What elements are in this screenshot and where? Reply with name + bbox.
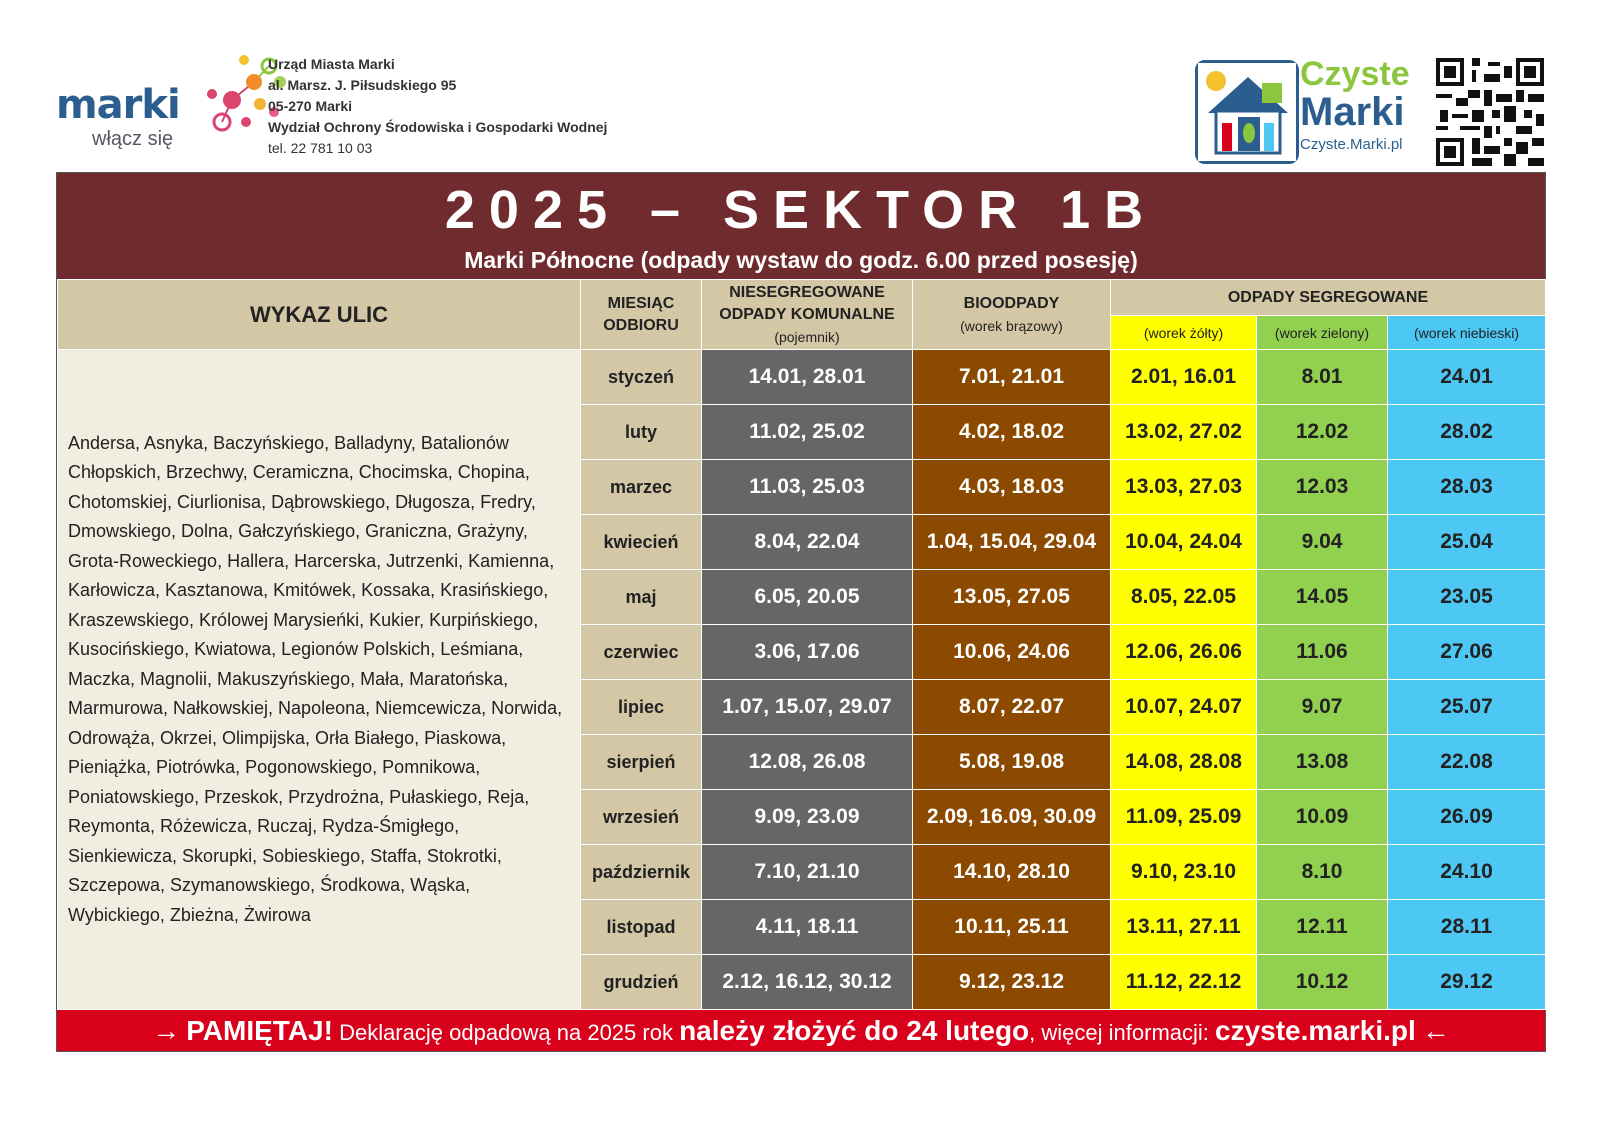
logo-tagline: włącz się xyxy=(92,128,174,150)
blue-cell: 25.07 xyxy=(1388,680,1546,735)
logo-word: marki xyxy=(56,82,180,128)
month-cell: marzec xyxy=(581,460,702,515)
yellow-cell: 10.04, 24.04 xyxy=(1111,515,1257,570)
mixed-cell: 1.07, 15.07, 29.07 xyxy=(702,680,913,735)
header-green-bag: (worek zielony) xyxy=(1257,316,1388,350)
header-month xyxy=(581,280,702,350)
bio-cell: 10.11, 25.11 xyxy=(913,900,1111,955)
yellow-cell: 13.11, 27.11 xyxy=(1111,900,1257,955)
reminder-deadline: należy złożyć do 24 lutego xyxy=(679,1015,1030,1046)
bio-cell: 4.03, 18.03 xyxy=(913,460,1111,515)
header-mixed xyxy=(702,280,913,350)
page-title: 2025 – SEKTOR 1B xyxy=(444,180,1158,240)
blue-cell: 23.05 xyxy=(1388,570,1546,625)
bio-cell: 8.07, 22.07 xyxy=(913,680,1111,735)
bio-cell: 1.04, 15.04, 29.04 xyxy=(913,515,1111,570)
blue-cell: 24.10 xyxy=(1388,845,1546,900)
mixed-cell: 7.10, 21.10 xyxy=(702,845,913,900)
address-line: Wydział Ochrony Środowiska i Gospodarki Wodnej xyxy=(268,119,608,135)
header-yellow-bag: (worek żółty) xyxy=(1111,316,1257,350)
bio-cell: 13.05, 27.05 xyxy=(913,570,1111,625)
mixed-cell: 2.12, 16.12, 30.12 xyxy=(702,955,913,1010)
yellow-cell: 9.10, 23.10 xyxy=(1111,845,1257,900)
mixed-cell: 11.02, 25.02 xyxy=(702,405,913,460)
month-cell: grudzień xyxy=(581,955,702,1010)
green-cell: 10.12 xyxy=(1257,955,1388,1010)
mixed-cell: 8.04, 22.04 xyxy=(702,515,913,570)
mixed-cell: 4.11, 18.11 xyxy=(702,900,913,955)
table-row xyxy=(58,350,1546,405)
mixed-cell: 3.06, 17.06 xyxy=(702,625,913,680)
header-segregated: ODPADY SEGREGOWANE xyxy=(1111,280,1546,316)
bio-cell: 7.01, 21.01 xyxy=(913,350,1111,405)
green-cell: 8.01 xyxy=(1257,350,1388,405)
blue-cell: 27.06 xyxy=(1388,625,1546,680)
address-phone: tel. 22 781 10 03 xyxy=(268,140,373,156)
bio-cell: 2.09, 16.09, 30.09 xyxy=(913,790,1111,845)
bio-cell: 14.10, 28.10 xyxy=(913,845,1111,900)
title-band xyxy=(57,173,1545,279)
blue-cell: 24.01 xyxy=(1388,350,1546,405)
mixed-cell: 14.01, 28.01 xyxy=(702,350,913,405)
address-line: al. Marsz. J. Piłsudskiego 95 xyxy=(268,77,457,93)
marki-logo xyxy=(52,52,252,152)
bio-cell: 9.12, 23.12 xyxy=(913,955,1111,1010)
month-cell: październik xyxy=(581,845,702,900)
mixed-cell: 9.09, 23.09 xyxy=(702,790,913,845)
address-line: 05-270 Marki xyxy=(268,98,353,114)
schedule-card xyxy=(56,172,1546,1052)
reminder-text: Deklarację odpadową na 2025 rok xyxy=(332,1020,680,1045)
blue-cell: 26.09 xyxy=(1388,790,1546,845)
reminder-text-more: , więcej informacji: xyxy=(1029,1020,1216,1045)
qr-code-icon xyxy=(1436,58,1544,166)
yellow-cell: 8.05, 22.05 xyxy=(1111,570,1257,625)
yellow-cell: 14.08, 28.08 xyxy=(1111,735,1257,790)
header-mixed-sub: (pojemnik) xyxy=(774,328,840,345)
brand-line2: Marki xyxy=(1300,90,1405,134)
month-cell: wrzesień xyxy=(581,790,702,845)
month-cell: czerwiec xyxy=(581,625,702,680)
green-cell: 9.07 xyxy=(1257,680,1388,735)
header-bio-sub: (worek brązowy) xyxy=(960,317,1063,334)
header-bio xyxy=(913,280,1111,350)
header-blue-bag: (worek niebieski) xyxy=(1388,316,1546,350)
month-cell: kwiecień xyxy=(581,515,702,570)
mixed-cell: 12.08, 26.08 xyxy=(702,735,913,790)
header-month-line1: MIESIĄC xyxy=(607,294,675,312)
reminder-footer xyxy=(57,1010,1545,1051)
green-cell: 12.02 xyxy=(1257,405,1388,460)
header-mixed-line1: NIESEGREGOWANE xyxy=(729,283,885,301)
blue-cell: 22.08 xyxy=(1388,735,1546,790)
mixed-cell: 6.05, 20.05 xyxy=(702,570,913,625)
header-month-line2: ODBIORU xyxy=(603,316,679,334)
green-cell: 10.09 xyxy=(1257,790,1388,845)
office-address xyxy=(268,54,607,159)
bio-cell: 5.08, 19.08 xyxy=(913,735,1111,790)
yellow-cell: 2.01, 16.01 xyxy=(1111,350,1257,405)
green-cell: 12.03 xyxy=(1257,460,1388,515)
blue-cell: 29.12 xyxy=(1388,955,1546,1010)
month-cell: listopad xyxy=(581,900,702,955)
brand-site: Czyste.Marki.pl xyxy=(1300,136,1403,153)
blue-cell: 28.11 xyxy=(1388,900,1546,955)
bio-cell: 10.06, 24.06 xyxy=(913,625,1111,680)
month-cell: luty xyxy=(581,405,702,460)
month-cell: maj xyxy=(581,570,702,625)
arrow-right-icon: → xyxy=(152,1015,181,1046)
header-streets: WYKAZ ULIC xyxy=(58,280,581,350)
blue-cell: 25.04 xyxy=(1388,515,1546,570)
month-cell: styczeń xyxy=(581,350,702,405)
green-cell: 8.10 xyxy=(1257,845,1388,900)
yellow-cell: 13.03, 27.03 xyxy=(1111,460,1257,515)
month-cell: lipiec xyxy=(581,680,702,735)
czyste-marki-brand xyxy=(1300,56,1410,153)
green-cell: 13.08 xyxy=(1257,735,1388,790)
brand-line1: Czyste xyxy=(1300,55,1410,93)
green-cell: 12.11 xyxy=(1257,900,1388,955)
mixed-cell: 11.03, 25.03 xyxy=(702,460,913,515)
green-cell: 14.05 xyxy=(1257,570,1388,625)
green-cell: 11.06 xyxy=(1257,625,1388,680)
street-list: Andersa, Asnyka, Baczyńskiego, Balladyny, Batalionów Chłopskich, Brzechwy, Ceramiczna, Chocimska, Chopina, Chotomskiej, Ciurlionisa, Dąbrowskiego, Długosza, Fredry, Dmowskiego, Dolna, Gałczyńskiego, Graniczna, Grażyny, Grota-Roweckiego, Hallera, Harcerska, Jutrzenki, Kamienna, Karłowicza, Kasztanowa, Kmitówek, Kossaka, Krasińskiego, Kraszewskiego, Królowej Marysieńki, Kukier, Kurpińskiego, Kusocińskiego, Kwiatowa, Legionów Polskich, Leśmiana, Maczka, Magnolii, Makuszyńskiego, Mała, Maratońska, Marmurowa, Nałkowskiej, Napoleona, Niemcewicza, Norwida, Odrowąża, Okrzei, Olimpijska, Orła Białego, Piaskowa, Pieniążka, Piotrówka, Pogonowskiego, Pomnikowa, Poniatowskiego, Przeskok, Przydrożna, Pułaskiego, Reja, Reymonta, Różewicza, Ruczaj, Rydza-Śmigłego, Sienkiewicza, Skorupki, Sobieskiego, Staffa, Stokrotki, Szczepowa, Szymanowskiego, Środkowa, Wąska, Wybickiego, Zbieżna, Żwirowa xyxy=(58,350,581,1010)
blue-cell: 28.03 xyxy=(1388,460,1546,515)
reminder-label: PAMIĘTAJ! xyxy=(186,1015,333,1046)
house-logo-icon xyxy=(1195,60,1299,164)
schedule-body xyxy=(58,350,1546,1010)
yellow-cell: 11.12, 22.12 xyxy=(1111,955,1257,1010)
yellow-cell: 10.07, 24.07 xyxy=(1111,680,1257,735)
address-line: Urząd Miasta Marki xyxy=(268,56,395,72)
arrow-left-icon: ← xyxy=(1421,1015,1450,1046)
page-subtitle: Marki Północne (odpady wystaw do godz. 6.00 przed posesję) xyxy=(464,247,1138,273)
month-cell: sierpień xyxy=(581,735,702,790)
schedule-table xyxy=(57,279,1546,1010)
yellow-cell: 11.09, 25.09 xyxy=(1111,790,1257,845)
green-cell: 9.04 xyxy=(1257,515,1388,570)
bio-cell: 4.02, 18.02 xyxy=(913,405,1111,460)
yellow-cell: 13.02, 27.02 xyxy=(1111,405,1257,460)
header-bio-line1: BIOODPADY xyxy=(963,294,1060,312)
yellow-cell: 12.06, 26.06 xyxy=(1111,625,1257,680)
reminder-link[interactable]: czyste.marki.pl xyxy=(1215,1015,1416,1046)
blue-cell: 28.02 xyxy=(1388,405,1546,460)
header-mixed-line2: ODPADY KOMUNALNE xyxy=(719,305,895,323)
